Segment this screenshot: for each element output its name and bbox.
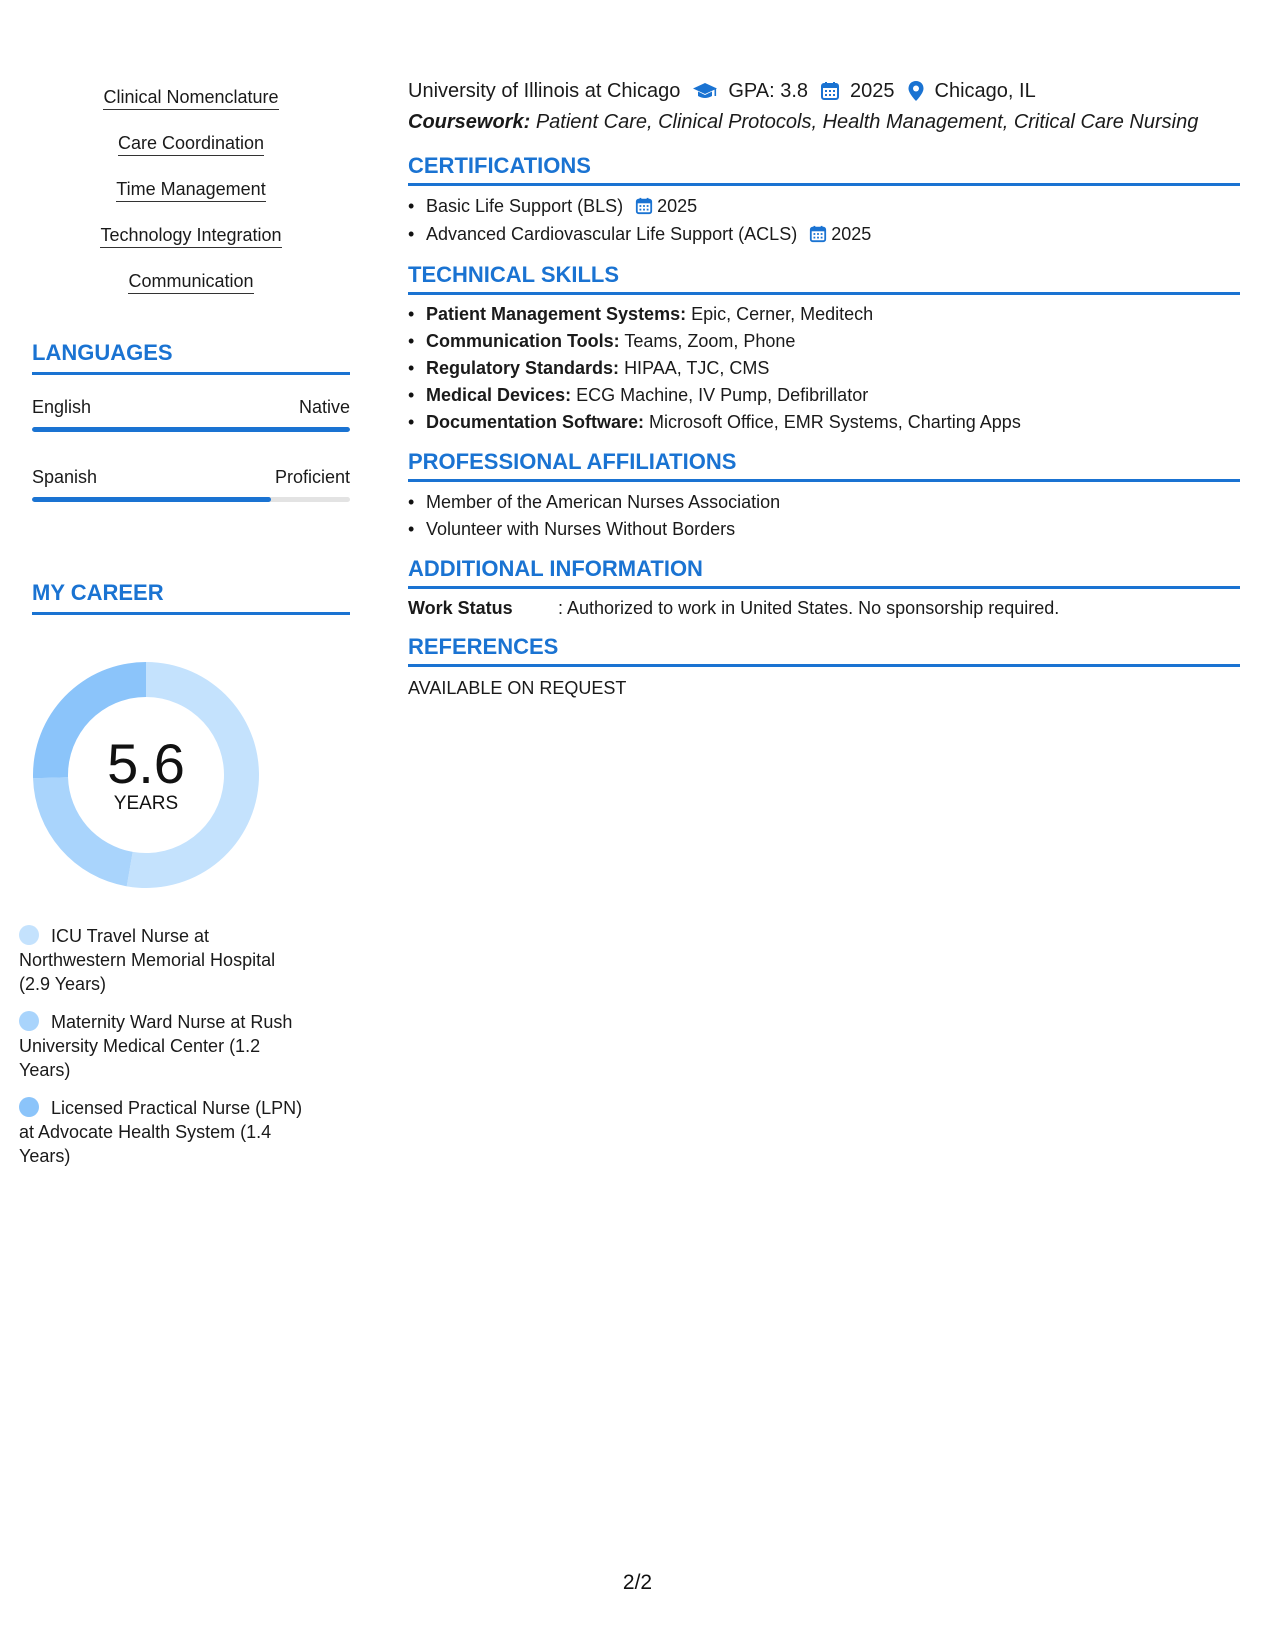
legend-item: [19, 924, 309, 996]
skill-values: Epic, Cerner, Meditech: [691, 304, 874, 324]
technical-skill-item: [408, 328, 1240, 355]
skill-item: Care Coordination: [118, 132, 264, 156]
coursework-list: Patient Care, Clinical Protocols, Health Management, Critical Care Nursing: [535, 111, 1199, 133]
skill-category: Medical Devices:: [426, 385, 572, 405]
language-level: Native: [298, 397, 350, 417]
graduation-year: 2025: [850, 80, 895, 102]
skill-item: Time Management: [116, 178, 265, 202]
legend-label: ICU Travel Nurse at Northwestern Memorial Hospital (2.9 Years): [19, 926, 276, 994]
legend-item: [19, 1096, 309, 1168]
certification-name: • Basic Life Support (BLS): [426, 196, 624, 216]
language-bar: [32, 427, 350, 432]
affiliations-heading: PROFESSIONAL AFFILIATIONS: [408, 448, 1240, 482]
legend-dot: [19, 1097, 39, 1117]
career-heading: MY CAREER: [32, 579, 350, 615]
technical-skill-item: [408, 355, 1240, 382]
additional-info-heading: ADDITIONAL INFORMATION: [408, 555, 1240, 589]
language-bar-fill: [32, 497, 271, 502]
legend-dot: [19, 1011, 39, 1031]
work-status-label: Work Status: [408, 598, 513, 618]
affiliation-item: • Volunteer with Nurses Without Borders: [408, 516, 1240, 543]
certification-year: 2025: [831, 224, 872, 244]
skill-item: Communication: [128, 270, 253, 294]
technical-skill-item: [408, 409, 1240, 436]
certifications-heading: CERTIFICATIONS: [408, 152, 1240, 186]
coursework: [408, 109, 1240, 135]
career-total-unit: YEARS: [113, 793, 179, 814]
skill-values: Microsoft Office, EMR Systems, Charting Apps: [649, 412, 1021, 432]
skill-category: Communication Tools:: [426, 331, 620, 351]
legend-label: Licensed Practical Nurse (LPN) at Advocate Health System (1.4 Years): [19, 1098, 303, 1166]
language-name: English: [32, 397, 92, 417]
career-total-value: 5.6: [107, 732, 185, 795]
skill-values: ECG Machine, IV Pump, Defibrillator: [576, 385, 869, 405]
affiliation-item: • Member of the American Nurses Association: [408, 489, 1240, 516]
graduation-cap-icon: [692, 81, 718, 101]
legend-dot: [19, 925, 39, 945]
certification-year: 2025: [657, 196, 698, 216]
skills-list: [32, 86, 350, 316]
certification-item: [408, 220, 1240, 248]
technical-skills-list: [408, 301, 1240, 436]
references-text: AVAILABLE ON REQUEST: [408, 678, 627, 698]
school-name: University of Illinois at Chicago: [408, 80, 681, 102]
technical-skills-heading: TECHNICAL SKILLS: [408, 261, 1240, 295]
calendar-icon: [820, 81, 840, 101]
language-level: Proficient: [274, 467, 350, 487]
affiliations-list: [408, 489, 1240, 543]
education-line: [408, 78, 1240, 104]
skill-values: Teams, Zoom, Phone: [624, 331, 796, 351]
coursework-label: Coursework:: [408, 111, 531, 133]
legend-label: Maternity Ward Nurse at Rush University Medical Center (1.2 Years): [19, 1012, 293, 1080]
language-name: Spanish: [32, 467, 98, 487]
certifications-list: [408, 192, 1240, 248]
gpa: GPA: 3.8: [728, 80, 809, 102]
skill-item: Technology Integration: [100, 224, 281, 248]
skill-category: Regulatory Standards:: [426, 358, 620, 378]
work-status-value: : Authorized to work in United States. No sponsorship required.: [558, 598, 1060, 618]
references-heading: REFERENCES: [408, 633, 1240, 667]
language-english: [32, 396, 350, 432]
school-location: Chicago, IL: [934, 80, 1036, 102]
calendar-icon: [635, 197, 653, 215]
page-number: 2/2: [622, 1571, 653, 1594]
location-pin-icon: [907, 80, 925, 102]
career-donut-chart: [33, 662, 259, 888]
skill-values: HIPAA, TJC, CMS: [624, 358, 770, 378]
technical-skill-item: [408, 301, 1240, 328]
language-bar: [32, 497, 350, 502]
technical-skill-item: [408, 382, 1240, 409]
legend-item: [19, 1010, 309, 1082]
certification-item: [408, 192, 1240, 220]
languages-heading: LANGUAGES: [32, 339, 350, 375]
skill-item: Clinical Nomenclature: [103, 86, 278, 110]
language-spanish: [32, 466, 350, 502]
certification-name: • Advanced Cardiovascular Life Support (ACLS): [426, 224, 798, 244]
language-bar-fill: [32, 427, 350, 432]
main-column: [408, 78, 1240, 700]
calendar-icon: [809, 225, 827, 243]
skill-category: Documentation Software:: [426, 412, 645, 432]
career-legend: [19, 924, 309, 1182]
work-status-row: [408, 596, 1240, 620]
skill-category: Patient Management Systems:: [426, 304, 687, 324]
